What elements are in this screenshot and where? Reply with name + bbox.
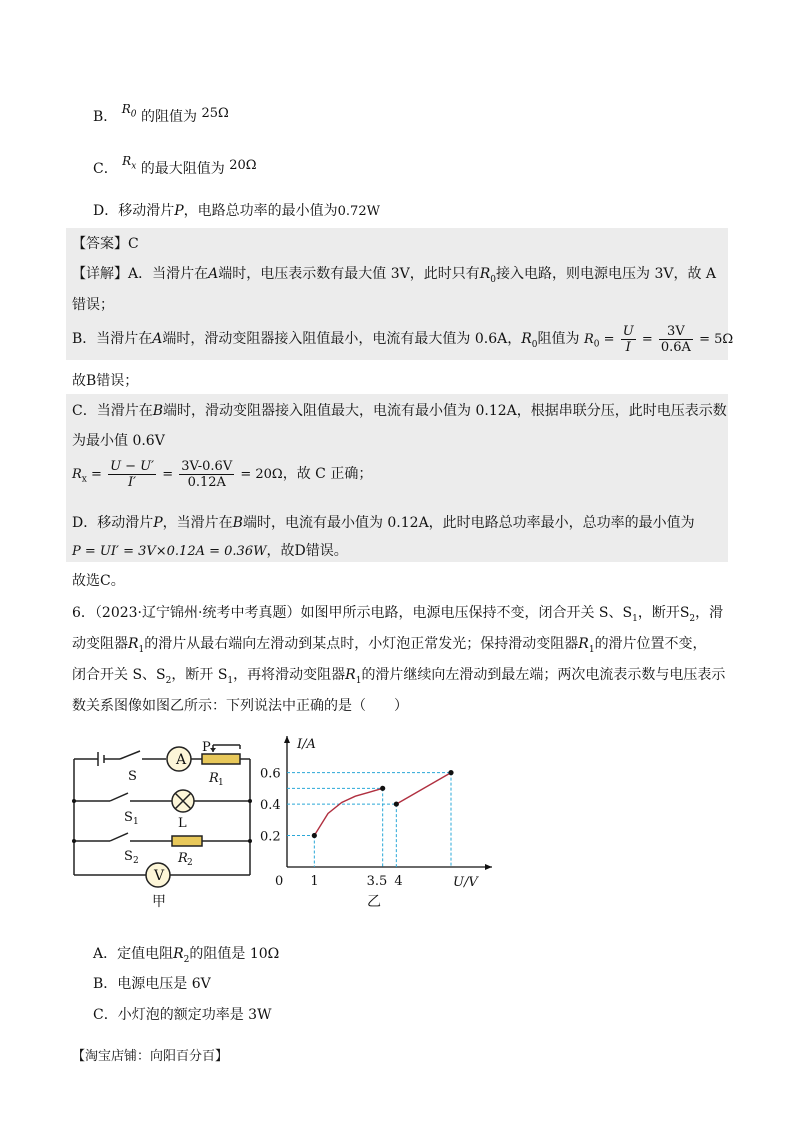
option-a-q6: A．定值电阻$R_2$的阻值是 10Ω [93, 946, 280, 965]
data-point-2 [394, 801, 399, 806]
y-axis-arrow [284, 736, 290, 743]
y-axis-label: I/A [297, 737, 316, 752]
detail-b-line: B．当滑片在A端时，滑动变阻器接入阻值最小，电流有最大值为 0.6A，$R_0$阻值为 $R_0$ = $\frac{U}{I}$ = $\frac{3V}{0.6A}$ = 5Ω [72, 324, 734, 355]
question-line3: 闭合开关 S、$S_2$，断开 $S_1$，再将滑动变阻器$R_1$的滑片继续向左滑动到最左端；两次电流表示数与电压表示 [72, 667, 726, 686]
detail-a-line1: 【详解】A．当滑片在A端时，电压表示数有最大值 3V，此时只有$R_0$接入电路，则电源电压为 3V，故 A [72, 266, 717, 285]
y-tick-label: 0.4 [260, 798, 281, 814]
series-line-1 [396, 773, 451, 805]
voltmeter-label: V [154, 868, 165, 884]
x-axis-label: U/V [453, 875, 478, 890]
option-d: D．移动滑片P，电路总功率的最小值为0.72W [93, 203, 380, 219]
iu-graph [260, 728, 505, 913]
x-axis-arrow [485, 864, 492, 870]
r2-sub: 2 [187, 858, 193, 868]
circuit-caption: 甲 [152, 894, 166, 910]
switch-s-label: S [128, 769, 137, 784]
detail-d-line2: P = UI′ = 3V×0.12A = 0.36W，故D错误。 [72, 543, 348, 559]
option-b: B． $R_0$ 的阻值为 25Ω [93, 102, 229, 125]
conclusion: 故选C。 [72, 573, 125, 589]
lamp-label: L [178, 816, 187, 831]
x-tick-label: 0 [275, 874, 284, 889]
r1-sub: 1 [218, 778, 224, 788]
detail-d-line1: D．移动滑片P，当滑片在B端时，电流有最小值为 0.12A，此时电路总功率最小，总功率的最小值为 [72, 515, 695, 531]
question-line1: 6．（2023·辽宁锦州·统考中考真题）如图甲所示电路，电源电压保持不变，闭合开关 S、$S_1$，断开$S_2$，滑 [72, 605, 724, 624]
option-b-q6: B．电源电压是 6V [93, 976, 211, 992]
question-line2: 动变阻器$R_1$的滑片从最右端向左滑动到某点时，小灯泡正常发光；保持滑动变阻器$R_1$的滑片位置不变， [72, 636, 707, 655]
question-line4: 数关系图像如图乙所示：下列说法中正确的是（ ） [72, 698, 408, 714]
answer-line: 【答案】C [72, 236, 139, 252]
slider-p-label: P [202, 740, 211, 755]
s1-sub: 1 [133, 817, 139, 827]
formula-r0: $R_0$ = $\frac{U}{I}$ = $\frac{3V}{0.6A}$ = 5Ω [583, 324, 734, 355]
data-point-3 [448, 770, 453, 775]
option-c: C． $R_x$ 的最大阻值为 20Ω [93, 154, 257, 177]
r1-label: R [209, 771, 219, 786]
detail-c-line1: C．当滑片在B端时，滑动变阻器接入阻值最大，电流有最小值为 0.12A，根据串联分压，此时电压表示数 [72, 403, 727, 419]
data-point-1 [380, 786, 385, 791]
detail-c-line2: 为最小值 0.6V [72, 433, 165, 449]
option-c-q6: C．小灯泡的额定功率是 3W [93, 1007, 272, 1023]
detail-b-line2: 故B错误； [72, 373, 139, 389]
x-tick-label: 4 [394, 874, 403, 889]
r2-label: R [178, 851, 188, 866]
y-tick-label: 0.6 [260, 766, 281, 782]
data-point-0 [312, 833, 317, 838]
detail-a-line2: 错误； [72, 297, 114, 313]
footer-shop: 【淘宝店铺：向阳百分百】 [72, 1049, 229, 1064]
s1-label: S [124, 810, 133, 825]
y-tick-label: 0.2 [260, 829, 281, 845]
formula-rx: $R_x$ = $\frac{U - U'}{I'}$ = $\frac{3V-0.6V}{0.12A}$ = 20Ω，故 C 正确； [72, 459, 373, 490]
ammeter-label: A [176, 752, 187, 768]
series-line-0 [314, 788, 382, 835]
circuit-diagram [68, 735, 268, 910]
chart-caption: 乙 [367, 894, 381, 910]
x-tick-label: 1 [310, 874, 319, 889]
s2-sub: 2 [133, 856, 139, 866]
x-tick-label: 3.5 [366, 874, 388, 889]
s2-label: S [124, 849, 133, 864]
